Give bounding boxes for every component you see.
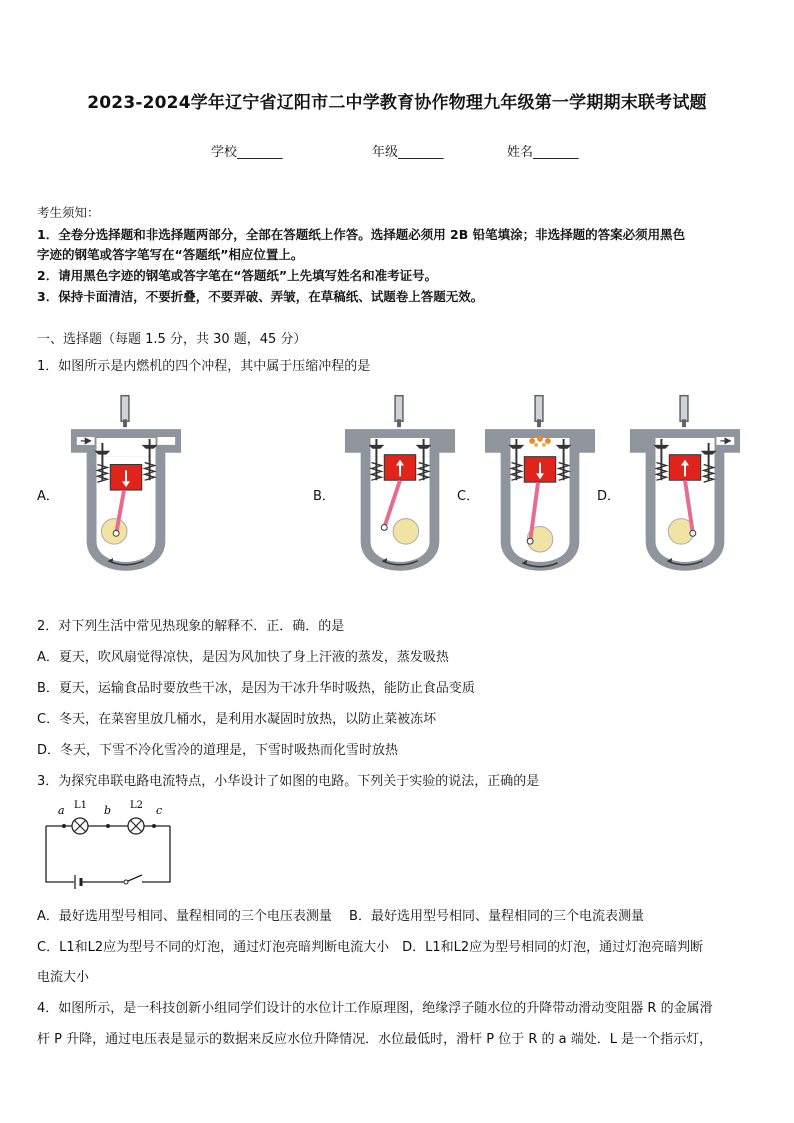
point-b-label: b xyxy=(104,804,112,817)
lamp-l2-icon xyxy=(128,818,144,834)
q1-option-a-label: A． xyxy=(37,489,59,504)
q4-line-2: 杆 P 升降，通过电压表是显示的数据来反应水位升降情况．水位最低时，滑杆 P 位于 R 的 a 端处．L 是一个指示灯， xyxy=(37,1032,713,1047)
q2-option-d: D．冬天，下雪不冷化雪冷的道理是，下雪时吸热而化雪时放热 xyxy=(37,743,399,758)
point-c-label: c xyxy=(156,804,163,817)
series-circuit-diagram xyxy=(40,798,180,893)
q2-option-b: B．夏天，运输食品时要放些干冰，是因为干冰升华时吸热，能防止食品变质 xyxy=(37,681,475,696)
notice-item-1: 1．全卷分选择题和非选择题两部分，全部在答题纸上作答。选择题必须用 2B 铅笔填涂；非选择题的答案必须用黑色 xyxy=(37,227,686,242)
q4-line-1: 4．如图所示，是一科技创新小组同学们设计的水位计工作原理图，绝缘浮子随水位的升降带动滑动变阻器 R 的金属滑 xyxy=(37,1001,713,1016)
section-heading: 一、选择题（每题 1.5 分，共 30 题，45 分） xyxy=(37,332,307,347)
engine-diagram-c xyxy=(481,392,599,597)
lamp-l2-label: L2 xyxy=(130,800,144,811)
page-title: 2023-2024学年辽宁省辽阳市二中学教育协作物理九年级第一学期期末联考试题 xyxy=(87,93,707,113)
q2-stem: 2．对下列生活中常见热现象的解释不．正．确．的是 xyxy=(37,619,345,634)
notice-item-1-cont: 字迹的钢笔或答字笔写在“答题纸”相应位置上。 xyxy=(37,247,304,262)
name-field: 姓名_______ xyxy=(507,145,579,160)
school-field: 学校_______ xyxy=(211,145,283,160)
q1-option-b-label: B． xyxy=(313,489,335,504)
q2-option-a: A．夏天，吹风扇觉得凉快，是因为风加快了身上汗液的蒸发，蒸发吸热 xyxy=(37,650,449,665)
engine-diagram-d xyxy=(626,392,744,597)
q3-stem: 3．为探究串联电路电流特点，小华设计了如图的电路。下列关于实验的说法，正确的是 xyxy=(37,774,540,789)
q1-option-d-label: D． xyxy=(597,489,621,504)
q3-options-cd-cont: 电流大小 xyxy=(37,970,90,985)
q1-stem: 1．如图所示是内燃机的四个冲程，其中属于压缩冲程的是 xyxy=(37,359,371,374)
lamp-l1-label: L1 xyxy=(74,800,88,811)
grade-field: 年级_______ xyxy=(372,145,444,160)
q3-options-cd: C．L1和L2应为型号不同的灯泡，通过灯泡亮暗判断电流大小 D．L1和L2应为型号相同的灯泡，通过灯泡亮暗判断 xyxy=(37,940,704,955)
engine-diagram-a xyxy=(67,392,185,597)
switch-icon xyxy=(124,875,142,884)
q2-option-c: C．冬天，在菜窖里放几桶水，是利用水凝固时放热，以防止菜被冻坏 xyxy=(37,712,437,727)
notice-heading: 考生须知： xyxy=(37,205,100,220)
notice-item-3: 3．保持卡面清洁，不要折叠，不要弄破、弄皱，在草稿纸、试题卷上答题无效。 xyxy=(37,289,484,304)
crankshaft xyxy=(393,519,419,545)
point-a-label: a xyxy=(58,804,65,817)
notice-item-2: 2．请用黑色字迹的钢笔或答字笔在“答题纸”上先填写姓名和准考证号。 xyxy=(37,268,438,283)
lamp-l1-icon xyxy=(72,818,88,834)
engine-diagram-b xyxy=(341,392,459,597)
q1-option-c-label: C． xyxy=(457,489,480,504)
q3-options-ab: A．最好选用型号相同、量程相同的三个电压表测量 B．最好选用型号相同、量程相同的三个电流表测量 xyxy=(37,909,644,924)
battery-icon xyxy=(75,875,84,889)
